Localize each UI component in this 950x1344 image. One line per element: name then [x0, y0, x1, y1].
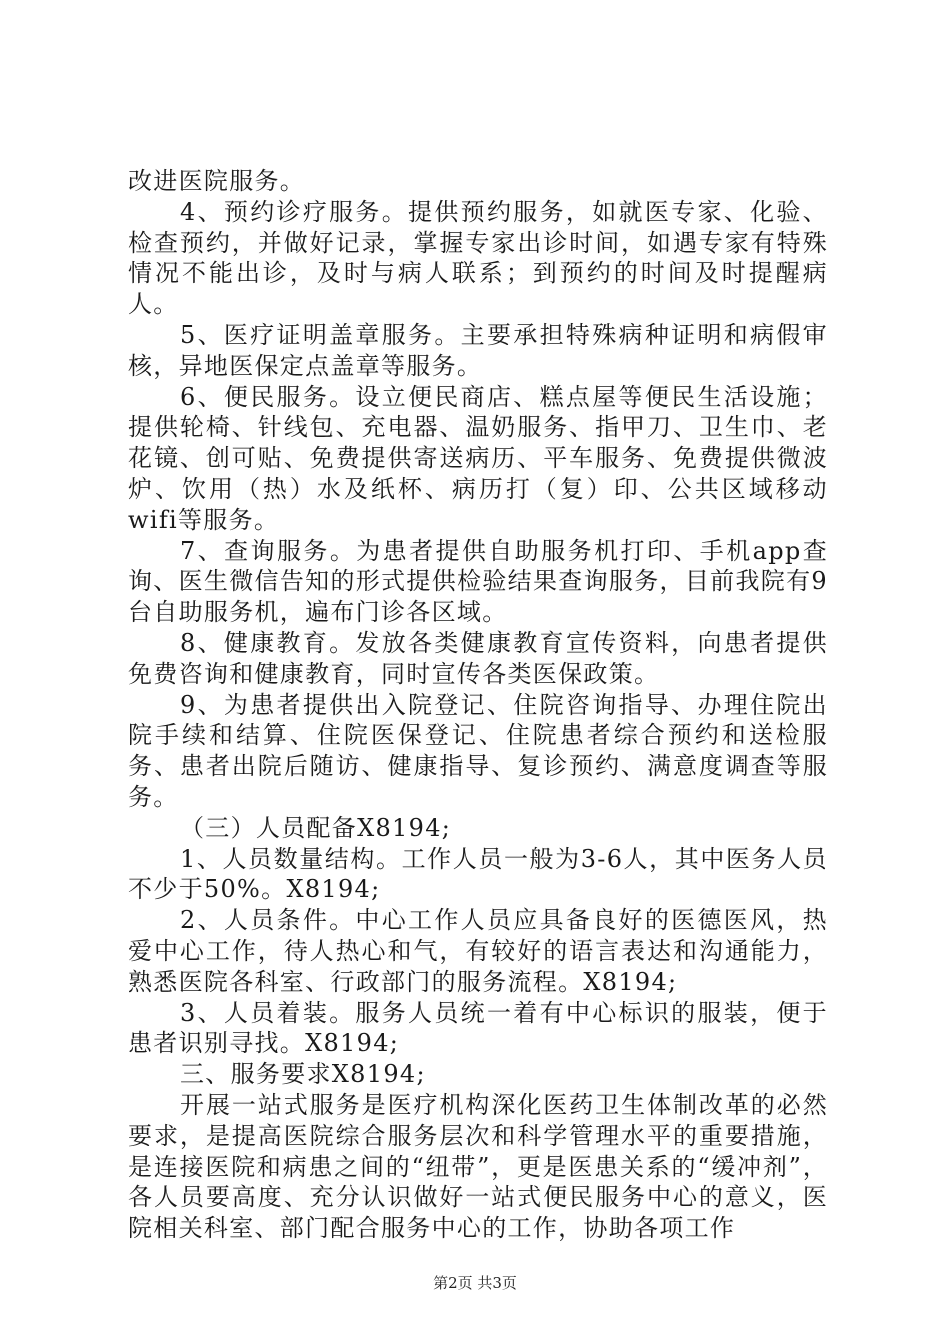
paragraph-certificate-stamp-service: 5、医疗证明盖章服务。主要承担特殊病种证明和病假审核，异地医保定点盖章等服务。	[128, 320, 828, 380]
page-number-footer: 第2页 共3页	[433, 1274, 517, 1292]
paragraph-appointment-service: 4、预约诊疗服务。提供预约服务，如就医专家、化验、检查预约，并做好记录，掌握专家出诊时间，如遇专家有特殊情况不能出诊，及时与病人联系；到预约的时间及时提醒病人。	[128, 197, 828, 319]
paragraph-query-service: 7、查询服务。为患者提供自助服务机打印、手机app查询、医生微信告知的形式提供检验结果查询服务，目前我院有9台自助服务机，遍布门诊各区域。	[128, 536, 828, 627]
paragraph-staff-requirements: 2、人员条件。中心工作人员应具备良好的医德医风，热爱中心工作，待人热心和气，有较好的语言表达和沟通能力，熟悉医院各科室、行政部门的服务流程。X8194;	[128, 906, 828, 996]
section-heading-service-requirements: 三、服务要求X8194;	[180, 1060, 426, 1089]
paragraph-convenience-service: 6、便民服务。设立便民商店、糕点屋等便民生活设施；提供轮椅、针线包、充电器、温奶服务、指甲刀、卫生巾、老花镜、创可贴、免费提供寄送病历、平车服务、免费提供微波炉、饮用（热）水及纸杯、病历打（复）印、公共区域移动wifi等服务。	[128, 382, 828, 534]
paragraph-one-stop-service: 开展一站式服务是医疗机构深化医药卫生体制改革的必然要求，是提高医院综合服务层次和科学管理水平的重要措施，是连接医院和病患之间的“纽带”，更是医患关系的“缓冲剂”，各人员要高度、充分认识做好一站式便民服务中心的意义，医院相关科室、部门配合服务中心的工作，协助各项工作	[128, 1090, 828, 1243]
paragraph-staff-attire: 3、人员着装。服务人员统一着有中心标识的服装，便于患者识别寻找。X8194;	[128, 998, 828, 1058]
paragraph-continuation: 改进医院服务。	[128, 167, 306, 195]
document-body	[128, 166, 828, 1244]
section-heading-staffing: （三）人员配备X8194;	[180, 813, 452, 842]
paragraph-staff-count: 1、人员数量结构。工作人员一般为3-6人，其中医务人员不少于50%。X8194;	[128, 844, 828, 904]
paragraph-inpatient-service: 9、为患者提供出入院登记、住院咨询指导、办理住院出院手续和结算、住院医保登记、住院患者综合预约和送检服务、患者出院后随访、健康指导、复诊预约、满意度调查等服务。	[128, 690, 828, 811]
paragraph-health-education: 8、健康教育。发放各类健康教育宣传资料，向患者提供免费咨询和健康教育，同时宣传各类医保政策。	[128, 628, 828, 688]
